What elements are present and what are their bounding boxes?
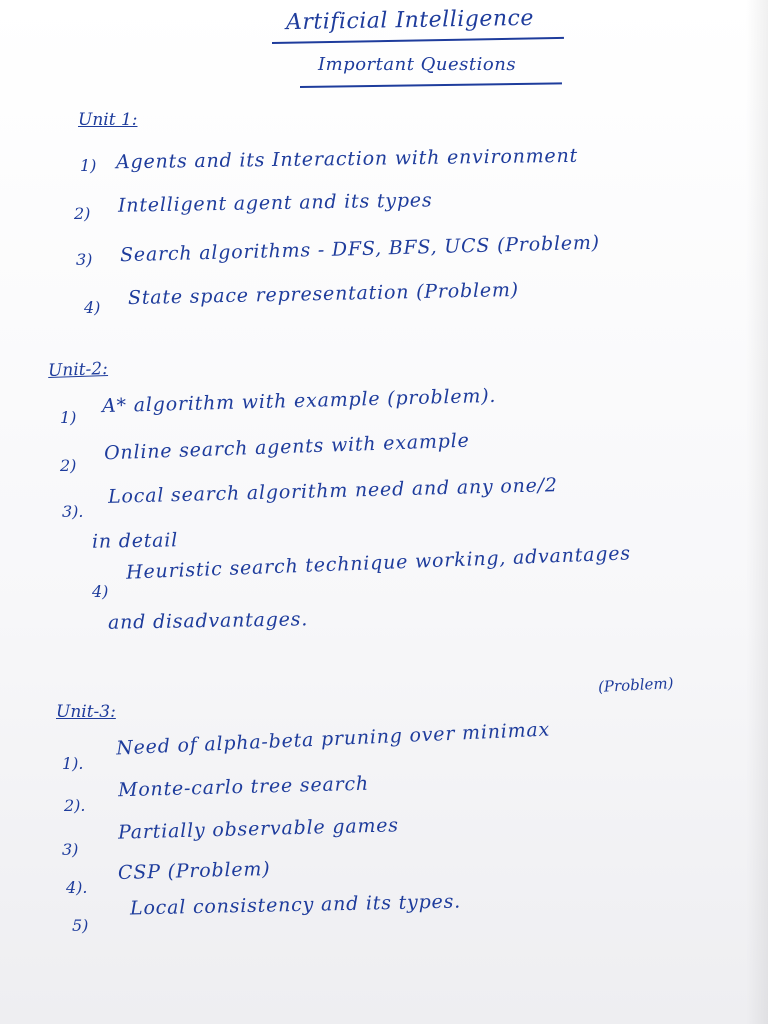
subtitle-underline bbox=[300, 82, 562, 87]
unit-3-q3-number: 3) bbox=[62, 840, 79, 859]
unit-2-q4-text: Heuristic search technique working, advantages bbox=[125, 542, 632, 584]
unit-1-heading: Unit 1: bbox=[78, 110, 138, 130]
unit-1-q1-text: Agents and its Interaction with environment bbox=[115, 144, 579, 174]
unit-1-q2-number: 2) bbox=[74, 204, 91, 223]
unit-3-heading: Unit-3: bbox=[56, 702, 116, 722]
unit-1-q4-number: 4) bbox=[84, 298, 101, 317]
unit-3-q2-text: Monte-carlo tree search bbox=[117, 772, 370, 802]
unit-2-q1-text: A* algorithm with example (problem). bbox=[101, 384, 497, 418]
unit-2-q3-number: 3). bbox=[62, 502, 84, 521]
unit-3-q3-text: Partially observable games bbox=[117, 814, 400, 844]
unit-2-q2-text: Online search agents with example bbox=[103, 429, 470, 465]
unit-1-q3-number: 3) bbox=[76, 250, 93, 269]
unit-3-q1-text: Need of alpha-beta pruning over minimax bbox=[115, 718, 551, 760]
unit-2-q1-number: 1) bbox=[60, 408, 77, 427]
unit-3-problem-note: (Problem) bbox=[597, 674, 674, 696]
unit-2-q2-number: 2) bbox=[60, 456, 77, 475]
unit-3-q2-number: 2). bbox=[64, 796, 86, 815]
unit-1-q2-text: Intelligent agent and its types bbox=[117, 189, 433, 217]
unit-2-heading: Unit-2: bbox=[47, 358, 109, 382]
unit-3-q4-text: CSP (Problem) bbox=[117, 858, 271, 884]
page-title: Artificial Intelligence bbox=[285, 5, 535, 36]
unit-1-q3-text: Search algorithms - DFS, BFS, UCS (Problem) bbox=[119, 231, 601, 267]
unit-3-q4-number: 4). bbox=[66, 878, 88, 897]
unit-2-q4-number: 4) bbox=[92, 582, 109, 601]
unit-3-q5-text: Local consistency and its types. bbox=[129, 890, 462, 920]
unit-2-q3-continuation: in detail bbox=[91, 529, 179, 553]
unit-2-q4-continuation: and disadvantages. bbox=[107, 608, 309, 634]
page-edge-shadow bbox=[746, 0, 768, 1024]
unit-3-q5-number: 5) bbox=[72, 916, 89, 935]
page-subtitle: Important Questions bbox=[318, 54, 517, 75]
unit-2-q3-text: Local search algorithm need and any one/2 bbox=[107, 474, 559, 508]
unit-1-q1-number: 1) bbox=[80, 156, 97, 175]
unit-3-q1-number: 1). bbox=[62, 754, 84, 773]
title-underline bbox=[272, 37, 564, 44]
unit-1-q4-text: State space representation (Problem) bbox=[127, 278, 520, 310]
